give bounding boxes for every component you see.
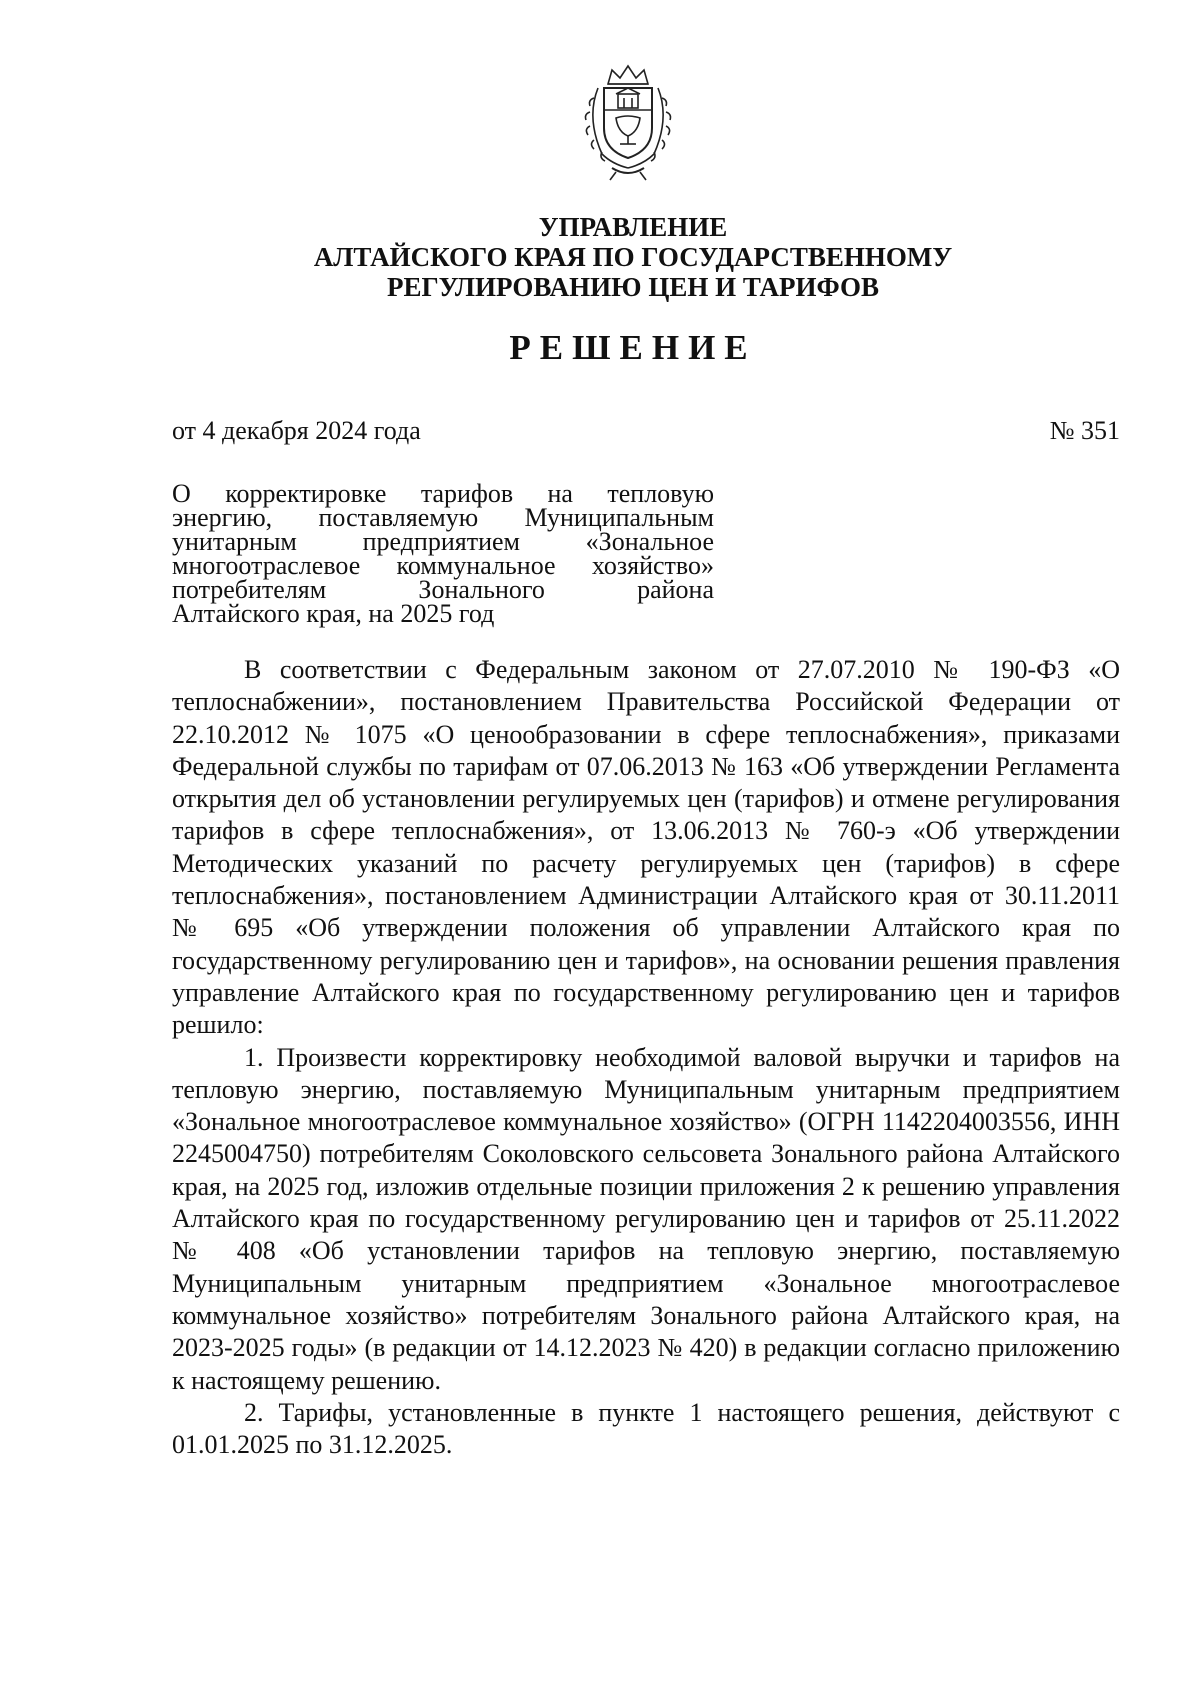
org-line-2: АЛТАЙСКОГО КРАЯ ПО ГОСУДАРСТВЕННОМУ [313,242,953,272]
coat-of-arms-icon [572,58,684,182]
preamble-paragraph: В соответствии с Федеральным законом от 27.07.2010 № 190-ФЗ «О теплоснабжении», постановлением Правительства Российской Федерации от 22.10.2012 № 1075 «О ценообразовании в сфере теплоснабжения», приказами Федеральной службы по тарифам от 07.06.2013 № 163 «Об утверждении Регламента открытия дел об установлении регулируемых цен (тарифов) и отмене регулирования тарифов в сфере теплоснабжения», от 13.06.2013 № 760-э «Об утверждении Методических указаний по расчету регулируемых цен (тарифов) в сфере теплоснабжения», постановлением Администрации Алтайского края от 30.11.2011 № 695 «Об утверждении положения об управлении Алтайского края по государственному регулированию цен и тарифов», на основании решения правления управление Алтайского края по государственному регулированию цен и тарифов решило: [172,655,1120,1040]
document-type-title: РЕШЕНИЕ [509,328,757,367]
document-subject [172,479,714,628]
item-2-paragraph: 2. Тарифы, установленные в пункте 1 настоящего решения, действуют с 01.01.2025 по 31.12.2025. [172,1397,1120,1460]
subject-line-2: энергию, поставляемую Муниципальным [172,503,714,532]
organization-heading [0,212,1200,302]
subject-line-6: Алтайского края, на 2025 год [172,599,495,628]
date-number-line [172,416,1120,446]
document-date: от 4 декабря 2024 года [172,416,421,445]
subject-line-3: унитарным предприятием «Зональное [172,527,714,556]
subject-line-4: многоотраслевое коммунальное хозяйство» [172,551,714,580]
org-line-3: РЕГУЛИРОВАНИЮ ЦЕН И ТАРИФОВ [386,272,880,302]
subject-line-5: потребителям Зонального района [172,575,714,604]
subject-line-1: О корректировке тарифов на тепловую [172,479,714,508]
org-line-1: УПРАВЛЕНИЕ [538,212,728,242]
document-number: № 351 [1049,416,1120,445]
document-body [172,654,1120,1461]
item-1-paragraph: 1. Произвести корректировку необходимой валовой выручки и тарифов на тепловую энергию, поставляемую Муниципальным унитарным предприятием «Зональное многоотраслевое коммунальное хозяйство» (ОГРН 1142204003556, ИНН 2245004750) потребителям Соколовского сельсовета Зонального района Алтайского края, на 2025 год, изложив отдельные позиции приложения 2 к решению управления Алтайского края по государственному регулированию цен и тарифов от 25.11.2022 № 408 «Об установлении тарифов на тепловую энергию, поставляемую Муниципальным унитарным предприятием «Зональное многоотраслевое коммунальное хозяйство» потребителям Зонального района Алтайского края, на 2023-2025 годы» (в редакции от 14.12.2023 № 420) в редакции согласно приложению к настоящему решению. [172,1042,1120,1395]
